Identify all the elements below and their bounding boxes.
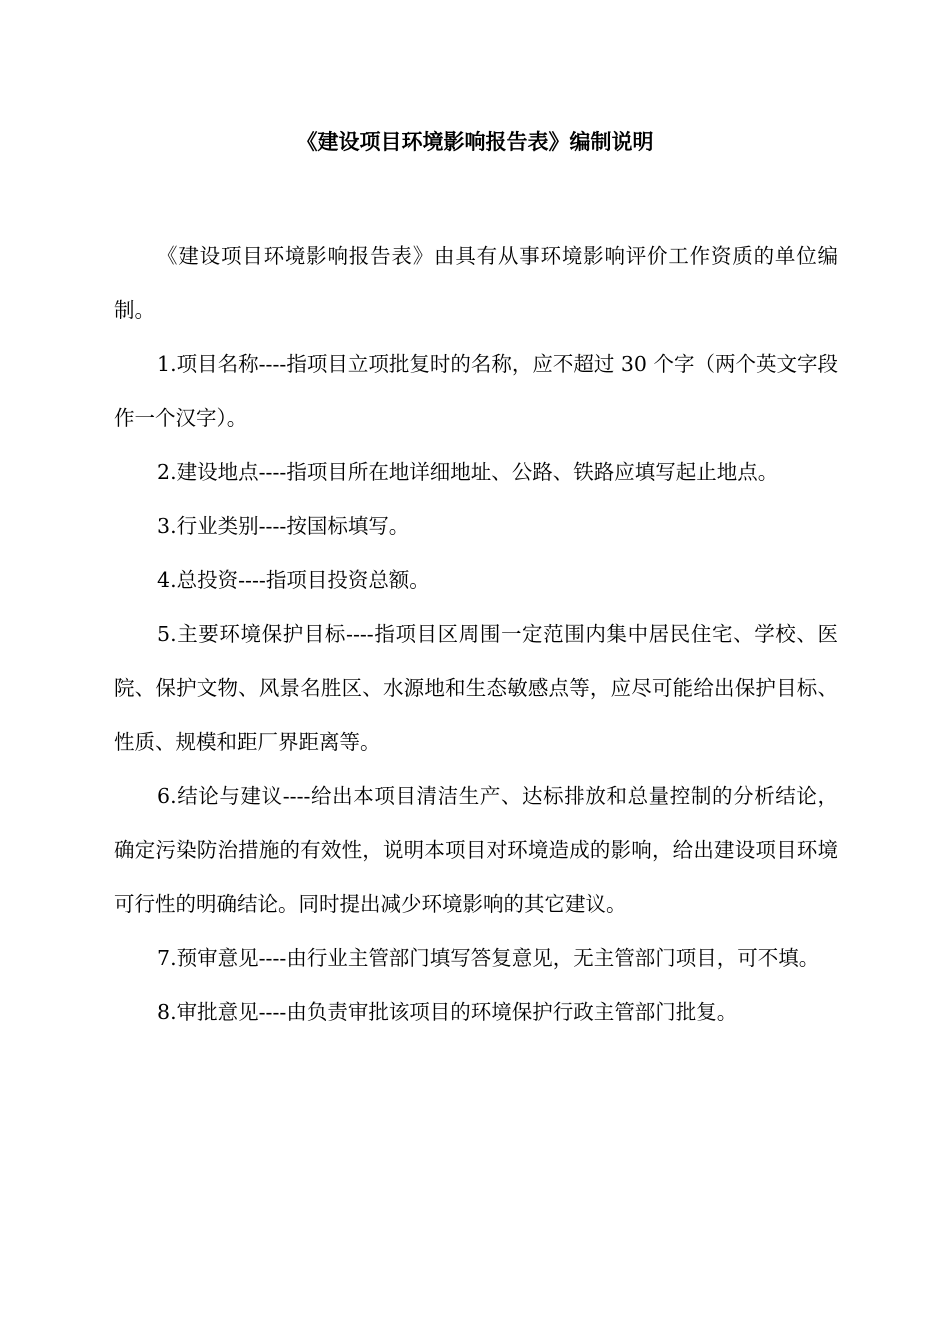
paragraph-item-3: 3.行业类别----按国标填写。 (157, 514, 410, 538)
document-body (114, 229, 838, 1039)
paragraph-intro: 《建设项目环境影响报告表》由具有从事环境影响评价工作资质的单位编制。 (114, 244, 838, 322)
paragraph-item-2: 2.建设地点----指项目所在地详细地址、公路、铁路应填写起止地点。 (157, 460, 779, 484)
paragraph-item-4: 4.总投资----指项目投资总额。 (157, 568, 430, 592)
paragraph-item-7: 7.预审意见----由行业主管部门填写答复意见，无主管部门项目，可不填。 (157, 946, 820, 970)
paragraph-item-1: 1.项目名称----指项目立项批复时的名称，应不超过 30 个字（两个英文字段作一个汉字）。 (114, 352, 838, 430)
paragraph-item-6: 6.结论与建议----给出本项目清洁生产、达标排放和总量控制的分析结论，确定污染防治措施的有效性，说明本项目对环境造成的影响，给出建设项目环境可行性的明确结论。同时提出减少环境影响的其它建议。 (114, 784, 838, 916)
paragraph-item-5: 5.主要环境保护目标----指项目区周围一定范围内集中居民住宅、学校、医院、保护文物、风景名胜区、水源地和生态敏感点等，应尽可能给出保护目标、性质、规模和距厂界距离等。 (114, 622, 838, 754)
paragraph-item-8: 8.审批意见----由负责审批该项目的环境保护行政主管部门批复。 (157, 1000, 738, 1024)
document-title: 《建设项目环境影响报告表》编制说明 (296, 130, 654, 154)
